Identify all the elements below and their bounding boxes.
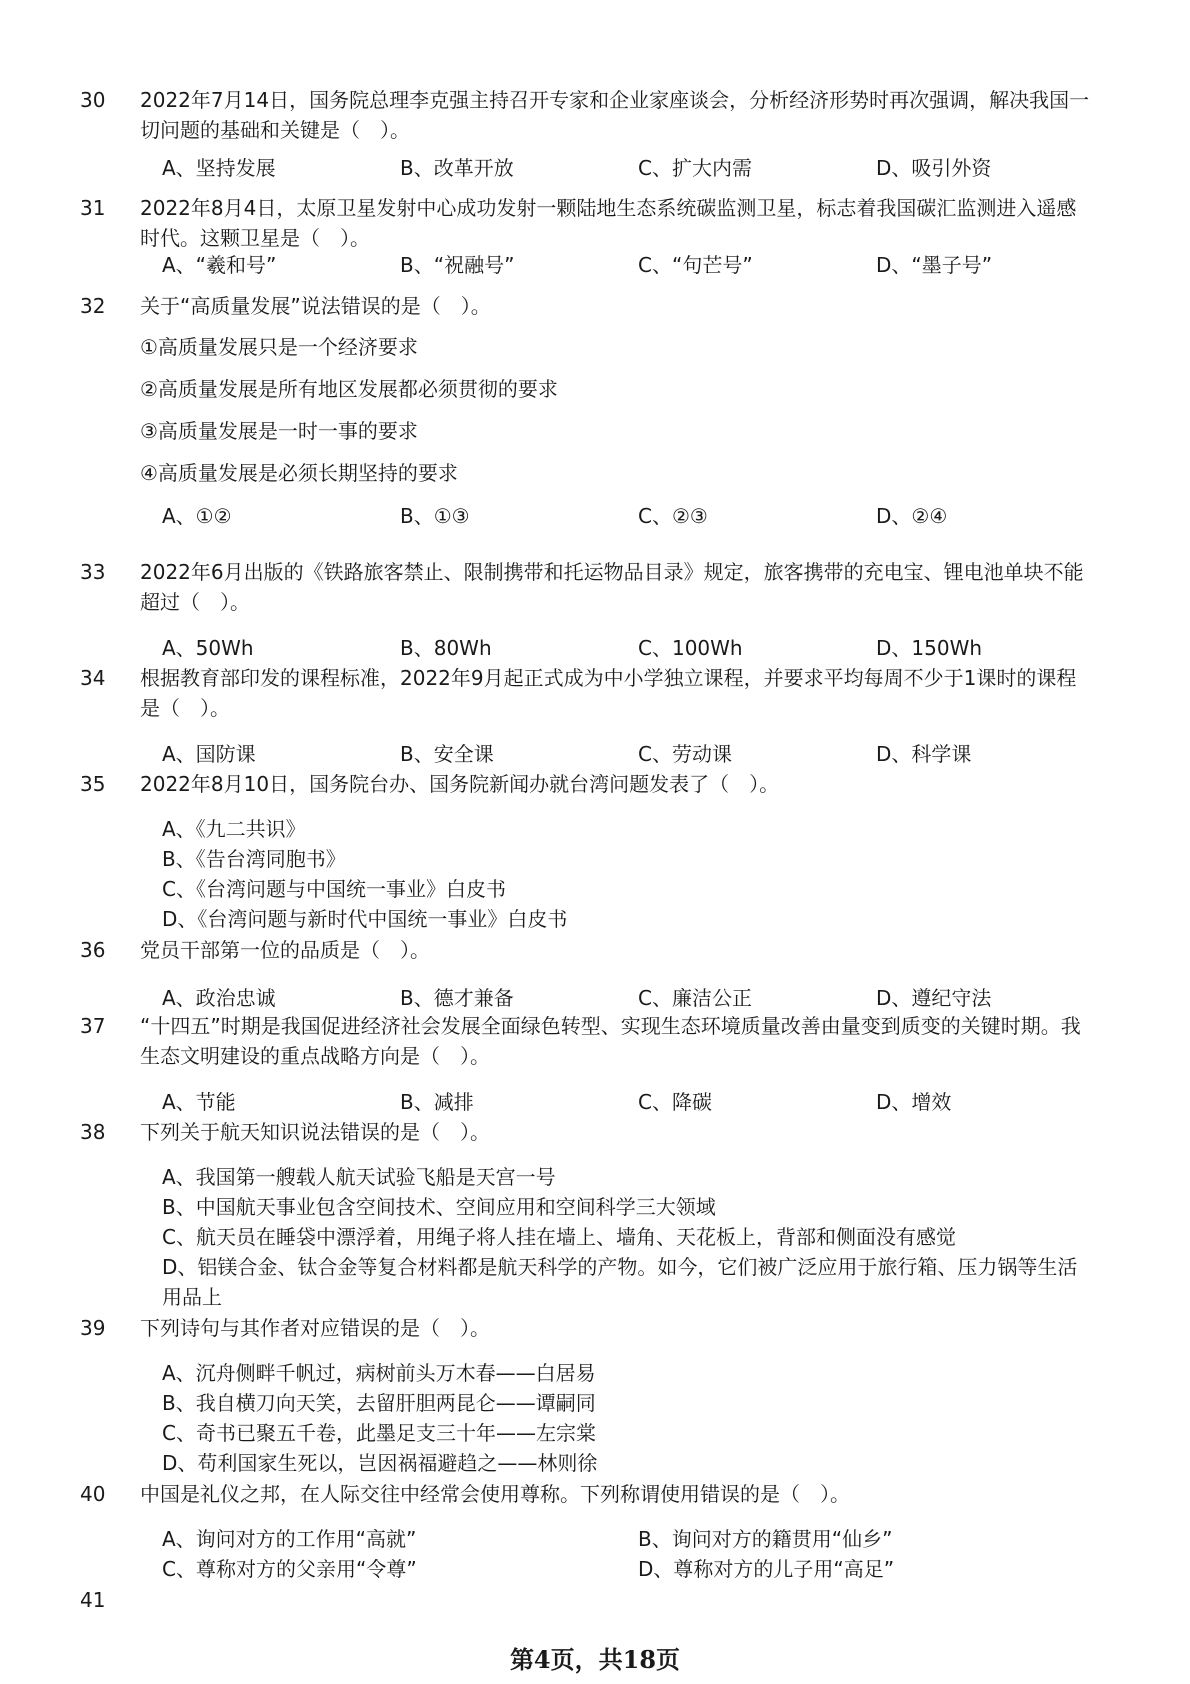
- option-a: A、国防课: [162, 742, 256, 766]
- question-number: 39: [80, 1316, 106, 1340]
- question-text: 党员干部第一位的品质是（ ）。: [140, 938, 430, 962]
- question-text: 2022年8月4日，太原卫星发射中心成功发射一颗陆地生态系统碳监测卫星，标志着我国碳汇监测进入遥感时代。这颗卫星是（ ）。: [140, 196, 1077, 250]
- option-d: D、吸引外资: [876, 156, 992, 180]
- option-c: C、“句芒号”: [638, 253, 753, 277]
- option-b: B、减排: [400, 1090, 474, 1114]
- option-a: A、询问对方的工作用“高就”: [162, 1527, 417, 1551]
- question-number: 38: [80, 1120, 106, 1144]
- question-number: 40: [80, 1482, 106, 1506]
- option-b: B、改革开放: [400, 156, 514, 180]
- option-b: B、80Wh: [400, 636, 492, 660]
- option-d: D、“墨子号”: [876, 253, 993, 277]
- option-d: D、《台湾问题与新时代中国统一事业》白皮书: [162, 907, 568, 931]
- question-text: 关于“高质量发展”说法错误的是（ ）。: [140, 294, 491, 318]
- option-d: D、150Wh: [876, 636, 983, 660]
- option-d: D、增效: [876, 1090, 952, 1114]
- option-c: C、廉洁公正: [638, 986, 752, 1010]
- option-c: C、100Wh: [638, 636, 743, 660]
- option-a: A、我国第一艘载人航天试验飞船是天宫一号: [162, 1165, 556, 1189]
- option-a: A、50Wh: [162, 636, 254, 660]
- question-text: 中国是礼仪之邦，在人际交往中经常会使用尊称。下列称谓使用错误的是（ ）。: [140, 1482, 850, 1506]
- question-number: 31: [80, 196, 106, 220]
- option-d: D、②④: [876, 504, 948, 528]
- option-a: A、《九二共识》: [162, 817, 306, 841]
- option-d: D、尊称对方的儿子用“高足”: [638, 1557, 895, 1581]
- statement-2: ②高质量发展是所有地区发展都必须贯彻的要求: [140, 377, 558, 401]
- question-number: 32: [80, 294, 106, 318]
- option-c: C、《台湾问题与中国统一事业》白皮书: [162, 877, 506, 901]
- page-footer: 第4页，共18页: [509, 1645, 681, 1674]
- question-number: 41: [80, 1588, 106, 1612]
- statement-4: ④高质量发展是必须长期坚持的要求: [140, 461, 458, 485]
- option-b: B、安全课: [400, 742, 494, 766]
- option-d: D、铝镁合金、钛合金等复合材料都是航天科学的产物。如今，它们被广泛应用于旅行箱、压力锅等生活用品上: [162, 1255, 1078, 1309]
- option-c: C、航天员在睡袋中漂浮着，用绳子将人挂在墙上、墙角、天花板上，背部和侧面没有感觉: [162, 1225, 956, 1249]
- statement-3: ③高质量发展是一时一事的要求: [140, 419, 418, 443]
- option-a: A、政治忠诚: [162, 986, 276, 1010]
- option-d: D、遵纪守法: [876, 986, 992, 1010]
- option-c: C、②③: [638, 504, 708, 528]
- option-b: B、《告台湾同胞书》: [162, 847, 346, 871]
- option-c: C、扩大内需: [638, 156, 752, 180]
- option-b: B、询问对方的籍贯用“仙乡”: [638, 1527, 893, 1551]
- question-text: 下列诗句与其作者对应错误的是（ ）。: [140, 1316, 490, 1340]
- option-c: C、尊称对方的父亲用“令尊”: [162, 1557, 417, 1581]
- option-b: B、“祝融号”: [400, 253, 515, 277]
- question-number: 35: [80, 772, 106, 796]
- statement-1: ①高质量发展只是一个经济要求: [140, 335, 418, 359]
- option-c: C、降碳: [638, 1090, 712, 1114]
- option-a: A、节能: [162, 1090, 236, 1114]
- option-b: B、德才兼备: [400, 986, 514, 1010]
- question-text: “十四五”时期是我国促进经济社会发展全面绿色转型、实现生态环境质量改善由量变到质变的关键时期。我生态文明建设的重点战略方向是（ ）。: [140, 1014, 1081, 1068]
- question-number: 36: [80, 938, 106, 962]
- option-b: B、①③: [400, 504, 470, 528]
- option-a: A、“羲和号”: [162, 253, 277, 277]
- question-number: 33: [80, 560, 106, 584]
- question-number: 34: [80, 666, 106, 690]
- question-text: 2022年6月出版的《铁路旅客禁止、限制携带和托运物品目录》规定，旅客携带的充电宝、锂电池单块不能超过（ ）。: [140, 560, 1084, 614]
- question-text: 2022年7月14日，国务院总理李克强主持召开专家和企业家座谈会，分析经济形势时再次强调，解决我国一切问题的基础和关键是（ ）。: [140, 88, 1090, 142]
- question-text: 下列关于航天知识说法错误的是（ ）。: [140, 1120, 490, 1144]
- option-c: C、劳动课: [638, 742, 732, 766]
- option-d: D、科学课: [876, 742, 972, 766]
- option-a: A、坚持发展: [162, 156, 276, 180]
- option-a: A、沉舟侧畔千帆过，病树前头万木春——白居易: [162, 1361, 596, 1385]
- option-d: D、苟利国家生死以，岂因祸福避趋之——林则徐: [162, 1451, 598, 1475]
- option-c: C、奇书已聚五千卷，此墨足支三十年——左宗棠: [162, 1421, 596, 1445]
- question-text: 根据教育部印发的课程标准，2022年9月起正式成为中小学独立课程，并要求平均每周不少于1课时的课程是（ ）。: [140, 666, 1077, 720]
- question-number: 30: [80, 88, 106, 112]
- option-b: B、中国航天事业包含空间技术、空间应用和空间科学三大领域: [162, 1195, 716, 1219]
- option-a: A、①②: [162, 504, 232, 528]
- question-number: 37: [80, 1014, 106, 1038]
- option-b: B、我自横刀向天笑，去留肝胆两昆仑——谭嗣同: [162, 1391, 596, 1415]
- question-text: 2022年8月10日，国务院台办、国务院新闻办就台湾问题发表了（ ）。: [140, 772, 780, 796]
